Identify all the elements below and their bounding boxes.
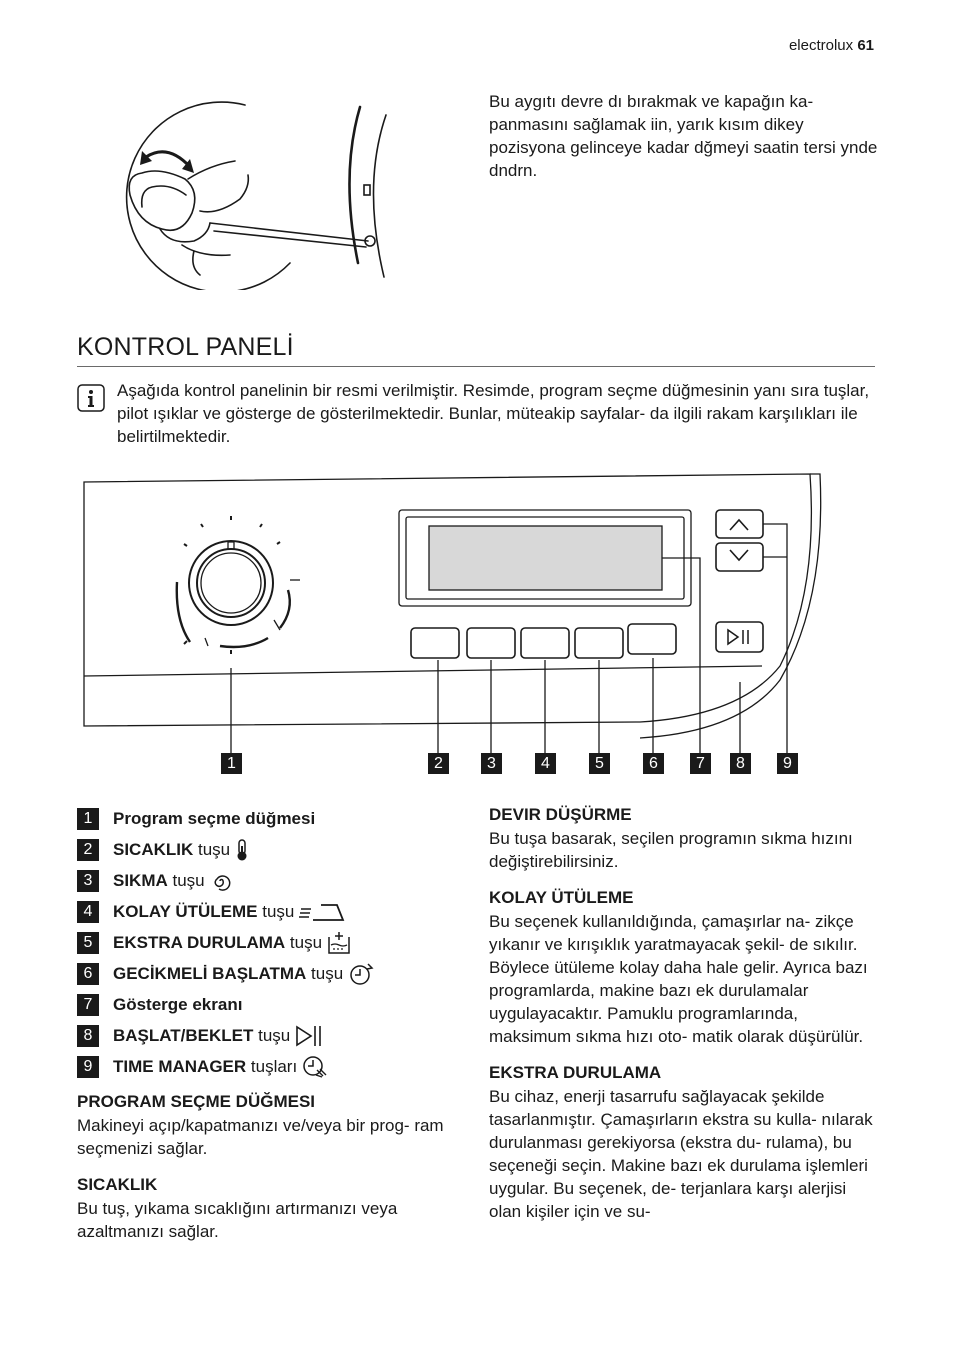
- section-body: Bu tuşa basarak, seçilen programın sıkma hızını değiştirebilirsiniz.: [489, 829, 853, 871]
- section-body: Makineyi açıp/kapatmanızı ve/veya bir prog- ram seçmenizi sağlar.: [77, 1116, 444, 1158]
- panel-label: 3: [481, 753, 502, 774]
- legend-number: 7: [77, 994, 99, 1016]
- legend-title: EKSTRA DURULAMA: [113, 932, 286, 952]
- legend-item: [77, 834, 477, 865]
- legend-title: Gösterge ekranı: [113, 994, 243, 1014]
- panel-label: 4: [535, 753, 556, 774]
- spin-icon: [210, 870, 232, 892]
- legend-number: 3: [77, 870, 99, 892]
- legend-number: 5: [77, 932, 99, 954]
- legend-item: [77, 1020, 477, 1051]
- brand-name: electrolux: [788, 37, 854, 54]
- section-heading: PROGRAM SEÇME DÜĞMESI: [77, 1092, 316, 1111]
- play-pause-icon: [295, 1024, 323, 1048]
- legend-number: 2: [77, 839, 99, 861]
- section-body: Bu tuş, yıkama sıcaklığını artırmanızı veya azaltmanızı sağlar.: [77, 1199, 398, 1241]
- legend-item: [77, 1051, 477, 1082]
- legend-number: 1: [77, 808, 99, 830]
- panel-label: 5: [589, 753, 610, 774]
- legend-number: 9: [77, 1056, 99, 1078]
- panel-label: 9: [777, 753, 798, 774]
- legend-item: [77, 958, 477, 989]
- panel-label: 8: [730, 753, 751, 774]
- extra-rinse-icon: [327, 931, 351, 955]
- info-text: Aşağıda kontrol panelinin bir resmi verilmiştir. Resimde, program seçme düğmesinin yanı sıra tuşlar, pilot ışıklar ve gösterge de gösterilmektedir. Bunlar, müteakip sayfalar- da ilgili rakam karşılıkları ile belirtilmektedir.: [117, 381, 870, 446]
- thermometer-icon: [235, 838, 249, 862]
- legend-list: [77, 803, 477, 1082]
- legend-suffix: tuşu: [193, 839, 231, 859]
- section-body: Bu seçenek kullanıldığında, çamaşırlar na- zikçe yıkanır ve kırışıklık yaratmayacak şekil- de sıkılır. Böylece ütüleme kolay daha hale gelir. Ayrıca bazı programlarda, makine bazı ek durulamalar uygulayacaktır. Pamuklu programlarında, maksimum sıkma hızı oto- matik olarak düşürülür.: [489, 912, 868, 1046]
- panel-label: 1: [221, 753, 242, 774]
- delay-clock-icon: [348, 962, 374, 986]
- section-title: KONTROL PANELİ: [77, 333, 294, 361]
- info-icon: [77, 384, 105, 412]
- legend-suffix: tuşu: [253, 1025, 291, 1045]
- legend-item: [77, 896, 477, 927]
- intro-text: Bu aygıtı devre dı bırakmak ve kapağın ka- panmasını sağlamak iin, yarık kısım dikey pozisyona gelinceye kadar dğmeyi saatin tersi ynde dndrn.: [489, 92, 878, 180]
- legend-title: SIKMA: [113, 870, 168, 890]
- section-heading: SICAKLIK: [77, 1175, 158, 1194]
- door-knob-illustration: [90, 95, 390, 290]
- section-heading: DEVIR DÜŞÜRME: [489, 805, 632, 824]
- section-body: Bu cihaz, enerji tasarrufu sağlayacak şekilde tasarlanmıştır. Çamaşırların ekstra su kulla- nılarak durulanması gerekiyorsa (ekstra du- rulama), bu seçeneği seçin. Makine bazı ek durulama işlemleri uygular. Bu seçenek, de- terjanlara karşı alerjisi olan kişiler için ve su-: [489, 1087, 873, 1221]
- legend-title: GECİKMELİ BAŞLATMA: [113, 963, 307, 983]
- legend-suffix: tuşu: [257, 901, 295, 921]
- legend-number: 8: [77, 1025, 99, 1047]
- legend-number: 4: [77, 901, 99, 923]
- legend-number: 6: [77, 963, 99, 985]
- legend-title: Program seçme düğmesi: [113, 808, 316, 828]
- time-manager-icon: [302, 1055, 328, 1079]
- page-header: [789, 37, 874, 54]
- legend-suffix: tuşları: [246, 1056, 298, 1076]
- legend-title: TIME MANAGER: [113, 1056, 247, 1076]
- panel-label: 7: [690, 753, 711, 774]
- right-column: [489, 803, 879, 1236]
- left-column: [77, 1090, 467, 1256]
- section-divider: [77, 366, 875, 367]
- legend-item: [77, 989, 477, 1020]
- legend-item: [77, 803, 477, 834]
- panel-label: 6: [643, 753, 664, 774]
- legend-suffix: tuşu: [306, 963, 344, 983]
- section-heading: EKSTRA DURULAMA: [489, 1063, 662, 1082]
- easy-iron-icon: [299, 901, 345, 923]
- legend-suffix: tuşu: [285, 932, 323, 952]
- section-heading: KOLAY ÜTÜLEME: [489, 888, 634, 907]
- legend-title: SICAKLIK: [113, 839, 194, 859]
- legend-title: BAŞLAT/BEKLET: [113, 1025, 254, 1045]
- legend-item: [77, 927, 477, 958]
- legend-suffix: tuşu: [167, 870, 205, 890]
- page-number: 61: [857, 37, 874, 54]
- legend-item: [77, 865, 477, 896]
- control-panel-diagram: [80, 470, 880, 790]
- panel-label: 2: [428, 753, 449, 774]
- legend-title: KOLAY ÜTÜLEME: [113, 901, 258, 921]
